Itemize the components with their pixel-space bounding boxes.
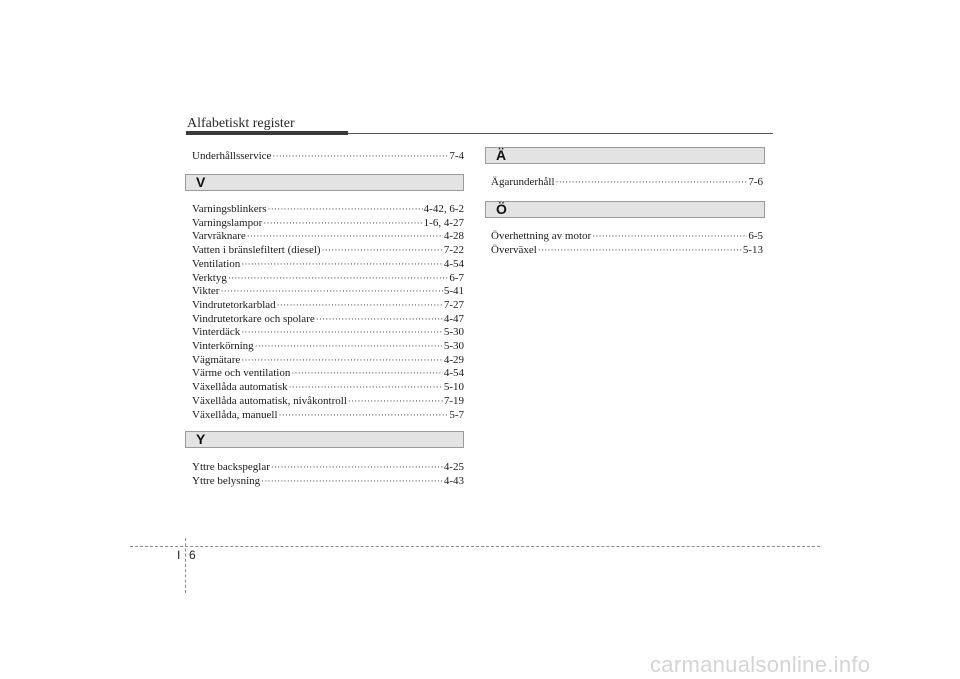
- index-entry: Vägmätare ····· 4-29: [192, 354, 464, 368]
- left-column: [192, 150, 464, 164]
- footer-divider: [185, 538, 186, 593]
- v-entries: [192, 203, 464, 422]
- index-entry: Verktyg ····· 6-7: [192, 272, 464, 286]
- index-entry: Växellåda, manuell ····· 5-7: [192, 409, 464, 423]
- index-entry: Varvräknare ····· 4-28: [192, 230, 464, 244]
- index-entry: Vatten i bränslefiltert (diesel) ····· 7-22: [192, 244, 464, 258]
- ae-entries: [491, 176, 763, 190]
- index-entry: Växellåda automatisk, nivåkontroll ····· 7-19: [192, 395, 464, 409]
- section-header-y: [185, 431, 464, 448]
- footer-section-letter: I: [177, 548, 181, 562]
- index-entry: Överhettning av motor ····· 6-5: [491, 230, 763, 244]
- index-entry: Ägarunderhåll ····· 7-6: [491, 176, 763, 190]
- section-letter: Ä: [496, 147, 507, 163]
- index-entry: Vikter ····· 5-41: [192, 285, 464, 299]
- watermark: carmanualsonline.info: [650, 652, 871, 677]
- header-rule-thin: [348, 133, 773, 134]
- section-letter: V: [196, 174, 206, 190]
- index-entry: Vinterdäck ····· 5-30: [192, 326, 464, 340]
- section-letter: Y: [196, 431, 206, 447]
- index-entry: Ventilation ····· 4-54: [192, 258, 464, 272]
- index-entry: Värme och ventilation ····· 4-54: [192, 367, 464, 381]
- page-header-title: Alfabetiskt register: [187, 116, 295, 131]
- index-entry: Varningsblinkers ····· 4-42, 6-2: [192, 203, 464, 217]
- oe-entries: [491, 230, 763, 257]
- index-entry: Växellåda automatisk ····· 5-10: [192, 381, 464, 395]
- index-entry: Yttre belysning ····· 4-43: [192, 475, 464, 489]
- index-entry: Underhållsservice ····· 7-4: [192, 150, 464, 164]
- index-entry: Yttre backspeglar ····· 4-25: [192, 461, 464, 475]
- y-entries: [192, 461, 464, 488]
- section-header-v: [185, 174, 464, 191]
- index-entry: Överväxel ····· 5-13: [491, 244, 763, 258]
- index-entry: Vinterkörning ····· 5-30: [192, 340, 464, 354]
- section-header-oe: [485, 201, 765, 218]
- footer-rule: [130, 546, 820, 547]
- index-entry: Varningslampor ····· 1-6, 4-27: [192, 217, 464, 231]
- page-number: 6: [189, 548, 196, 562]
- index-entry: Vindrutetorkare och spolare ····· 4-47: [192, 313, 464, 327]
- section-letter: Ö: [496, 201, 507, 217]
- index-entry: Vindrutetorkarblad ····· 7-27: [192, 299, 464, 313]
- header-rule-thick: [186, 131, 348, 135]
- section-header-ae: [485, 147, 765, 164]
